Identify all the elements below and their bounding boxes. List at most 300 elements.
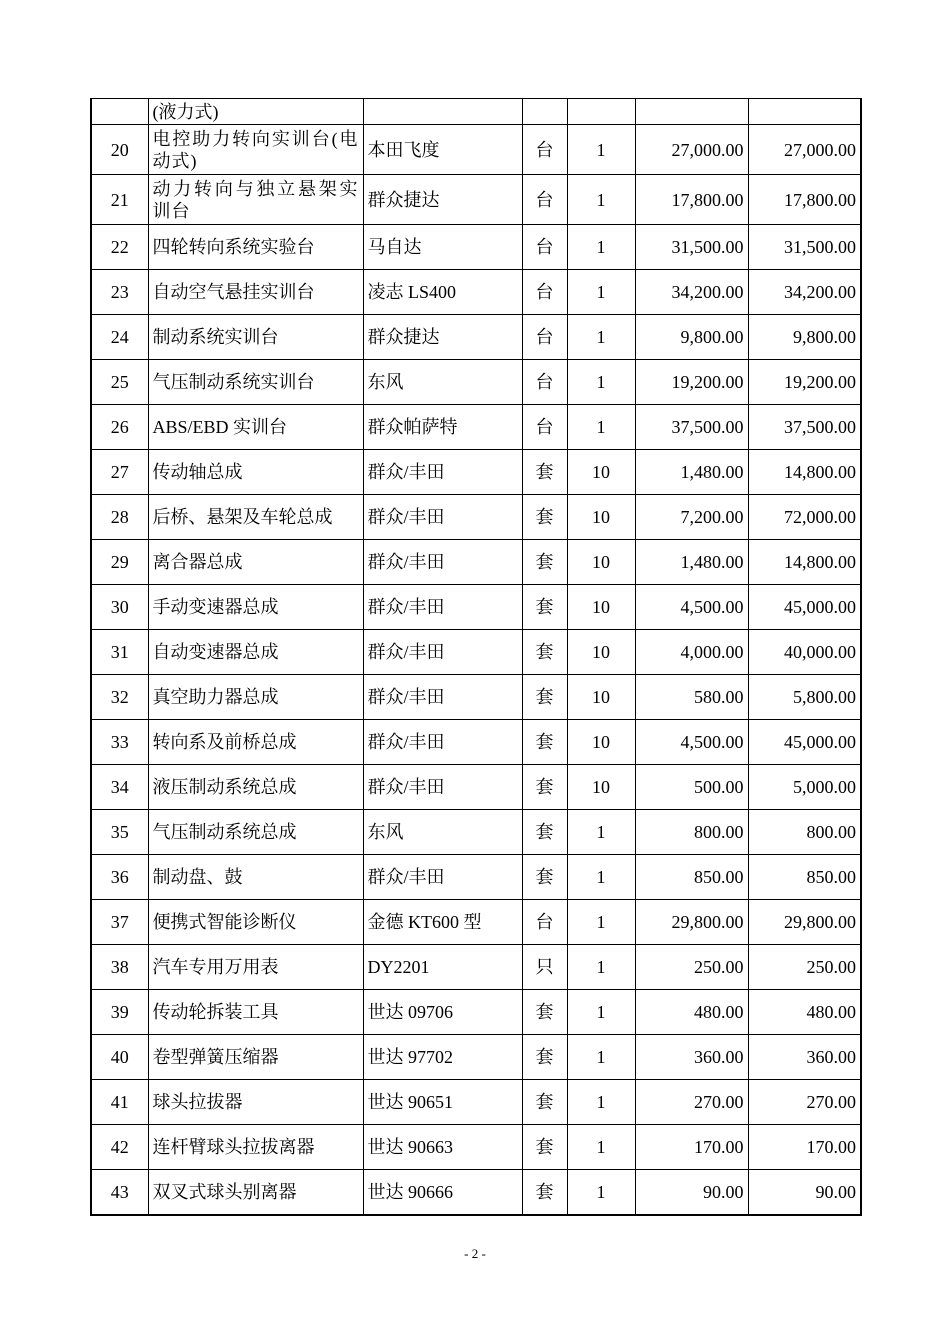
item-name-text: 离合器总成 [152,552,243,572]
table-row [91,1080,861,1125]
item-name [148,450,363,495]
item-quantity-text: 1 [596,1182,606,1202]
row-number-text: 41 [110,1092,129,1112]
item-quantity [567,720,635,765]
item-unit-price [635,855,748,900]
item-unit-price [635,175,748,225]
table-row [91,945,861,990]
item-name-text: 球头拉拔器 [152,1092,243,1112]
item-unit [522,765,567,810]
item-model-text: 世达 09706 [367,1002,453,1022]
item-total-text: 5,800.00 [793,687,856,707]
item-model-text: 世达 90651 [367,1092,453,1112]
item-unit [522,585,567,630]
item-total-text: 34,200.00 [784,282,856,302]
row-number [91,1035,148,1080]
item-total-text: 5,000.00 [793,777,856,797]
row-number-text: 20 [110,139,129,160]
item-total [748,450,861,495]
item-quantity [567,900,635,945]
item-total [748,175,861,225]
item-total-text: 29,800.00 [784,912,856,932]
item-unit-text: 套 [535,822,554,842]
item-unit-price [635,225,748,270]
item-model [363,175,522,225]
item-quantity-text: 1 [596,237,606,257]
item-model [363,1125,522,1170]
item-quantity [567,1080,635,1125]
item-unit [522,990,567,1035]
item-name [148,720,363,765]
item-name [148,1080,363,1125]
table-row [91,175,861,225]
item-model [363,855,522,900]
item-unit-price-text: 4,500.00 [680,732,744,752]
item-unit-price-text: 270.00 [694,1092,744,1112]
item-unit-text: 套 [535,687,554,707]
item-unit [522,675,567,720]
row-number [91,225,148,270]
item-total [748,945,861,990]
item-unit [522,1035,567,1080]
item-unit [522,315,567,360]
item-quantity [567,1170,635,1216]
item-unit-text: 套 [535,867,554,887]
item-name-text: 手动变速器总成 [152,597,279,617]
item-unit-price [635,360,748,405]
item-total [748,540,861,585]
row-number-text: 23 [110,282,129,302]
item-quantity-text: 1 [596,189,606,210]
item-name [148,125,363,175]
item-model [363,585,522,630]
item-name-text: 液压制动系统总成 [152,777,297,797]
item-unit-price-text: 37,500.00 [671,417,744,437]
item-unit [522,1125,567,1170]
table-row [91,630,861,675]
item-total [748,125,861,175]
item-model-text: 凌志 LS400 [367,282,457,302]
item-unit-price-text: 250.00 [694,957,744,977]
item-unit-price [635,990,748,1035]
item-model [363,360,522,405]
item-total-text: 31,500.00 [784,237,856,257]
item-unit-price [635,405,748,450]
item-unit-price [635,720,748,765]
item-total [748,855,861,900]
item-total-text: 45,000.00 [784,732,856,752]
item-model-text: 马自达 [367,237,422,257]
item-model-text: 群众/丰田 [367,732,445,752]
row-number-text: 43 [110,1182,129,1202]
item-unit-price-text: 29,800.00 [671,912,744,932]
item-unit-price-text: 31,500.00 [671,237,744,257]
item-unit [522,540,567,585]
item-model-text: 群众/丰田 [367,687,445,707]
table-row [91,810,861,855]
item-unit [522,900,567,945]
item-quantity [567,125,635,175]
row-number-text: 33 [110,732,129,752]
item-name-text: 传动轴总成 [152,462,243,482]
item-unit-price [635,945,748,990]
item-unit-text: 套 [535,777,554,797]
item-model [363,720,522,765]
item-unit [522,945,567,990]
item-quantity [567,675,635,720]
row-number [91,1125,148,1170]
item-total [748,630,861,675]
item-quantity [567,765,635,810]
row-number [91,405,148,450]
item-total-text: 17,800.00 [784,189,856,210]
row-number-text: 38 [110,957,129,977]
item-name [148,990,363,1035]
item-quantity-text: 1 [596,822,606,842]
row-number [91,1170,148,1216]
item-model-text: 群众捷达 [367,189,440,210]
row-number-text: 39 [110,1002,129,1022]
item-unit [522,630,567,675]
item-total [748,720,861,765]
table-row [91,360,861,405]
item-unit-text: 套 [535,507,554,527]
item-name-text: 后桥、悬架及车轮总成 [152,507,333,527]
item-model-text: 群众/丰田 [367,552,445,572]
item-model [363,125,522,175]
item-model-text: 东风 [367,372,404,392]
item-name-text: 传动轮拆装工具 [152,1002,279,1022]
item-model [363,765,522,810]
item-name-text: 卷型弹簧压缩器 [152,1047,279,1067]
item-unit-price [635,125,748,175]
item-name-text: 连杆臂球头拉拔离器 [152,1137,315,1157]
item-unit-text: 套 [535,597,554,617]
item-name [148,810,363,855]
row-number [91,990,148,1035]
item-quantity-text: 1 [596,867,606,887]
item-name [148,675,363,720]
item-name-text: 气压制动系统实训台 [152,372,315,392]
row-number [91,900,148,945]
item-total-text: 850.00 [806,867,856,887]
row-number-text: 30 [110,597,129,617]
item-name [148,405,363,450]
item-unit-price-text: 90.00 [703,1182,744,1202]
item-total-text: 45,000.00 [784,597,856,617]
item-total [748,1035,861,1080]
item-quantity-text: 1 [596,957,606,977]
item-name-text: 转向系及前桥总成 [152,732,297,752]
item-quantity-text: 1 [596,1002,606,1022]
item-quantity-text: 1 [596,417,606,437]
item-total-text: 90.00 [815,1182,856,1202]
item-total [748,99,861,125]
item-unit-text: 套 [535,552,554,572]
table-row [91,855,861,900]
item-unit-price [635,495,748,540]
item-unit [522,360,567,405]
item-unit-text: 台 [535,912,554,932]
item-name-text: 动力转向与独立悬架实训台 [152,178,359,221]
item-model [363,810,522,855]
item-total-text: 40,000.00 [784,642,856,662]
row-number-text: 40 [110,1047,129,1067]
item-model [363,945,522,990]
item-unit-price [635,900,748,945]
item-total-text: 360.00 [806,1047,856,1067]
table-row [91,99,861,125]
item-unit-text: 套 [535,1182,554,1202]
item-name-text: (液力式) [152,101,219,122]
item-total [748,1170,861,1216]
item-name-text: 双叉式球头别离器 [152,1182,297,1202]
item-quantity [567,585,635,630]
item-quantity-text: 1 [596,1047,606,1067]
row-number [91,720,148,765]
item-name-text: 制动系统实训台 [152,327,279,347]
item-unit-price [635,765,748,810]
row-number-text: 35 [110,822,129,842]
item-name [148,900,363,945]
table-row [91,495,861,540]
item-model [363,315,522,360]
item-unit-price-text: 17,800.00 [671,189,744,210]
item-quantity [567,495,635,540]
item-quantity-text: 1 [596,282,606,302]
page-number: - 2 - [464,1246,486,1261]
item-model-text: 世达 97702 [367,1047,453,1067]
item-unit [522,1080,567,1125]
item-name-text: ABS/EBD 实训台 [152,417,288,437]
item-quantity [567,405,635,450]
table-row [91,765,861,810]
item-quantity [567,99,635,125]
table-row [91,1035,861,1080]
row-number-text: 22 [110,237,129,257]
item-quantity [567,225,635,270]
item-model [363,900,522,945]
item-model [363,270,522,315]
item-unit-text: 台 [535,327,554,347]
item-unit-price-text: 34,200.00 [671,282,744,302]
item-unit [522,855,567,900]
item-unit-price [635,450,748,495]
item-unit-price [635,810,748,855]
item-model-text: 群众/丰田 [367,507,445,527]
item-unit-text: 套 [535,1092,554,1112]
item-quantity [567,990,635,1035]
item-quantity [567,450,635,495]
item-unit-text: 套 [535,462,554,482]
item-total [748,585,861,630]
item-model [363,99,522,125]
row-number [91,270,148,315]
item-quantity-text: 1 [596,912,606,932]
item-total [748,1080,861,1125]
item-model-text: 本田飞度 [367,139,440,160]
item-unit-text: 台 [535,139,554,160]
row-number-text: 36 [110,867,129,887]
item-name [148,175,363,225]
item-unit-price-text: 4,500.00 [680,597,744,617]
item-total-text: 27,000.00 [784,139,856,160]
item-name-text: 自动变速器总成 [152,642,279,662]
row-number [91,945,148,990]
item-unit-price-text: 800.00 [694,822,744,842]
table-row [91,900,861,945]
item-unit [522,1170,567,1216]
table-row [91,270,861,315]
item-unit [522,405,567,450]
item-unit-price [635,99,748,125]
table-row [91,675,861,720]
item-unit-text: 台 [535,372,554,392]
item-name [148,1125,363,1170]
item-total [748,1125,861,1170]
item-total-text: 14,800.00 [784,462,856,482]
item-name [148,765,363,810]
equipment-table [90,98,862,1216]
item-name [148,270,363,315]
item-model [363,1035,522,1080]
item-name-text: 汽车专用万用表 [152,957,279,977]
item-unit-text: 套 [535,732,554,752]
item-model-text: 金德 KT600 型 [367,912,482,932]
item-unit-price-text: 1,480.00 [680,552,744,572]
item-quantity [567,270,635,315]
item-quantity-text: 10 [592,552,610,572]
row-number-text: 27 [110,462,129,482]
item-quantity-text: 10 [592,777,610,797]
item-unit-price [635,540,748,585]
item-model [363,495,522,540]
row-number [91,450,148,495]
item-quantity-text: 1 [596,1137,606,1157]
item-name-text: 气压制动系统总成 [152,822,297,842]
row-number [91,315,148,360]
item-model [363,675,522,720]
item-unit [522,720,567,765]
item-unit-text: 套 [535,1137,554,1157]
item-model-text: 群众捷达 [367,327,440,347]
item-model [363,225,522,270]
row-number [91,810,148,855]
item-name-text: 电控助力转向实训台(电动式) [152,128,359,171]
item-name-text: 四轮转向系统实验台 [152,237,315,257]
item-name [148,585,363,630]
item-unit-text: 台 [535,189,554,210]
row-number [91,855,148,900]
item-unit-text: 套 [535,1047,554,1067]
row-number-text: 29 [110,552,129,572]
item-name-text: 便携式智能诊断仪 [152,912,297,932]
item-quantity [567,945,635,990]
item-unit-text: 台 [535,282,554,302]
item-model [363,990,522,1035]
table-body [91,99,861,1216]
item-quantity [567,1125,635,1170]
item-name [148,945,363,990]
item-total-text: 800.00 [806,822,856,842]
item-name [148,315,363,360]
item-unit-price [635,1035,748,1080]
item-model-text: 世达 90663 [367,1137,453,1157]
item-total [748,315,861,360]
item-unit-text: 套 [535,1002,554,1022]
item-unit [522,495,567,540]
row-number [91,585,148,630]
item-name-text: 制动盘、鼓 [152,867,243,887]
item-name-text: 真空助力器总成 [152,687,279,707]
row-number-text: 42 [110,1137,129,1157]
row-number [91,675,148,720]
item-name-text: 自动空气悬挂实训台 [152,282,315,302]
item-unit-price [635,675,748,720]
item-unit-price-text: 9,800.00 [680,327,744,347]
row-number [91,765,148,810]
row-number-text: 24 [110,327,129,347]
item-model [363,1080,522,1125]
row-number [91,630,148,675]
table-row [91,405,861,450]
item-model-text: 东风 [367,822,404,842]
item-model [363,540,522,585]
item-unit-price [635,1080,748,1125]
row-number [91,125,148,175]
item-total [748,990,861,1035]
item-total-text: 250.00 [806,957,856,977]
item-quantity [567,1035,635,1080]
item-unit-price [635,315,748,360]
item-unit-price-text: 360.00 [694,1047,744,1067]
item-unit [522,225,567,270]
item-unit-price-text: 4,000.00 [680,642,744,662]
item-quantity-text: 10 [592,462,610,482]
item-total-text: 9,800.00 [793,327,856,347]
item-unit-price [635,630,748,675]
item-quantity-text: 10 [592,642,610,662]
table-row [91,1170,861,1216]
item-total [748,810,861,855]
item-model [363,450,522,495]
item-model [363,1170,522,1216]
item-unit-price-text: 500.00 [694,777,744,797]
item-quantity [567,540,635,585]
row-number-text: 31 [110,642,129,662]
item-total [748,495,861,540]
item-unit-price-text: 480.00 [694,1002,744,1022]
item-quantity [567,360,635,405]
item-unit-price-text: 7,200.00 [680,507,744,527]
item-total [748,360,861,405]
item-unit [522,270,567,315]
item-quantity-text: 10 [592,507,610,527]
item-quantity [567,630,635,675]
item-model-text: 群众/丰田 [367,642,445,662]
table-row [91,315,861,360]
item-name [148,540,363,585]
item-total-text: 72,000.00 [784,507,856,527]
item-unit-price-text: 1,480.00 [680,462,744,482]
item-model-text: DY2201 [367,957,430,977]
table-row [91,720,861,765]
item-total-text: 19,200.00 [784,372,856,392]
item-total-text: 270.00 [806,1092,856,1112]
item-quantity-text: 1 [596,1092,606,1112]
row-number-text: 26 [110,417,129,437]
item-quantity-text: 1 [596,139,606,160]
